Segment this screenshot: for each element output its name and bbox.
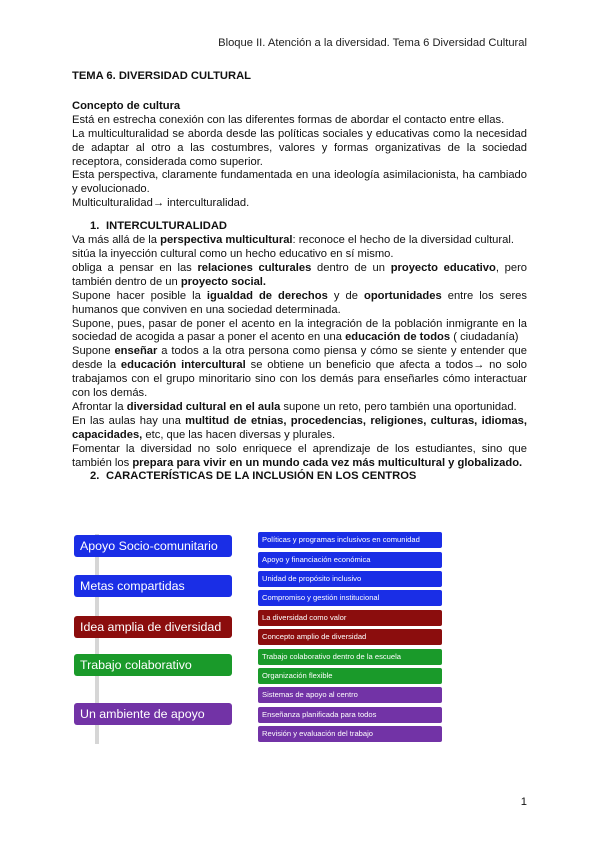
page-header: Bloque II. Atención a la diversidad. Tema 6 Diversidad Cultural — [218, 37, 527, 49]
diagram-item: Unidad de propósito inclusivo — [258, 571, 442, 587]
section-title: CARACTERÍSTICAS DE LA INCLUSIÓN EN LOS CENTROS — [106, 470, 417, 483]
diagram-item: Trabajo colaborativo dentro de la escuela — [258, 649, 442, 665]
paragraph: Supone enseñar a todos a la otra persona como piensa y cómo se siente y entender que desde la educación intercultural se obtiene un beneficio que afecta a todos→ no solo trabajamos con el grupo minoritario sino con los demás para enseñarles cómo interactuar con los demás. — [72, 345, 528, 400]
paragraph: Supone, pues, pasar de poner el acento en la integración de la población inmigrante en la sociedad de acogida a pasar a poner el acento en una educación de todos ( ciudadanía) — [72, 317, 527, 344]
document-title: TEMA 6. DIVERSIDAD CULTURAL — [72, 70, 251, 82]
diagram-item: Concepto amplio de diversidad — [258, 629, 442, 645]
diagram-item: La diversidad como valor — [258, 610, 442, 626]
diagram-item: Compromiso y gestión institucional — [258, 590, 442, 606]
paragraph: obliga a pensar en las relaciones culturales dentro de un proyecto educativo, pero también dentro de un proyecto social. — [72, 261, 528, 288]
section-heading-interculturalidad — [72, 220, 527, 234]
paragraph: Esta perspectiva, claramente fundamentada en una ideología asimilacionista, ha cambiado y evolucionado. — [72, 169, 527, 196]
paragraph: Multiculturalidad→ interculturalidad. — [72, 197, 250, 210]
diagram-category-idea-amplia: Idea amplia de diversidad — [74, 616, 232, 638]
section-heading-concepto: Concepto de cultura — [72, 99, 181, 112]
section-title: INTERCULTURALIDAD — [106, 220, 227, 233]
paragraph: En las aulas hay una multitud de etnias, procedencias, religiones, culturas, idiomas, capacidades, etc, que las hacen diversas y plurales. — [72, 414, 527, 441]
diagram-item: Enseñanza planificada para todos — [258, 707, 442, 723]
page-number: 1 — [520, 796, 527, 808]
inclusion-diagram — [72, 528, 452, 748]
paragraph: La multiculturalidad se aborda desde las políticas sociales y educativas como la necesidad de adaptar al otro a las costumbres, valores y formas organizativas de la sociedad receptora, considerada como superior. — [72, 127, 527, 168]
paragraph: Fomentar la diversidad no solo enriquece el aprendizaje de los estudiantes, sino que también los prepara para vivir en un mundo cada vez más multicultural y globalizado. — [72, 442, 527, 469]
section-number: 2. — [90, 470, 100, 483]
diagram-item: Sistemas de apoyo al centro — [258, 687, 442, 703]
paragraph: sitúa la inyección cultural como un hecho educativo en sí mismo. — [72, 247, 394, 260]
diagram-category-apoyo-socio-comunitario: Apoyo Socio-comunitario — [74, 535, 232, 557]
diagram-category-trabajo-colaborativo: Trabajo colaborativo — [74, 654, 232, 676]
section-heading-caracteristicas — [72, 470, 527, 484]
paragraph: Está en estrecha conexión con las diferentes formas de abordar el contacto entre ellas. — [72, 113, 505, 126]
diagram-item: Organización flexible — [258, 668, 442, 684]
document-body — [72, 70, 527, 484]
paragraph: Supone hacer posible la igualdad de derechos y de oportunidades entre los seres humanos que conviven en una sociedad determinada. — [72, 289, 527, 316]
diagram-item: Políticas y programas inclusivos en comunidad — [258, 532, 442, 548]
diagram-category-metas-compartidas: Metas compartidas — [74, 575, 232, 597]
diagram-category-ambiente-de-apoyo: Un ambiente de apoyo — [74, 703, 232, 725]
paragraph: Afrontar la diversidad cultural en el aula supone un reto, pero también una oportunidad. — [72, 400, 517, 413]
diagram-item: Revisión y evaluación del trabajo — [258, 726, 442, 742]
diagram-item: Apoyo y financiación económica — [258, 552, 442, 568]
paragraph: Va más allá de la perspectiva multicultural: reconoce el hecho de la diversidad cultural. — [72, 234, 514, 247]
section-number: 1. — [90, 220, 100, 233]
